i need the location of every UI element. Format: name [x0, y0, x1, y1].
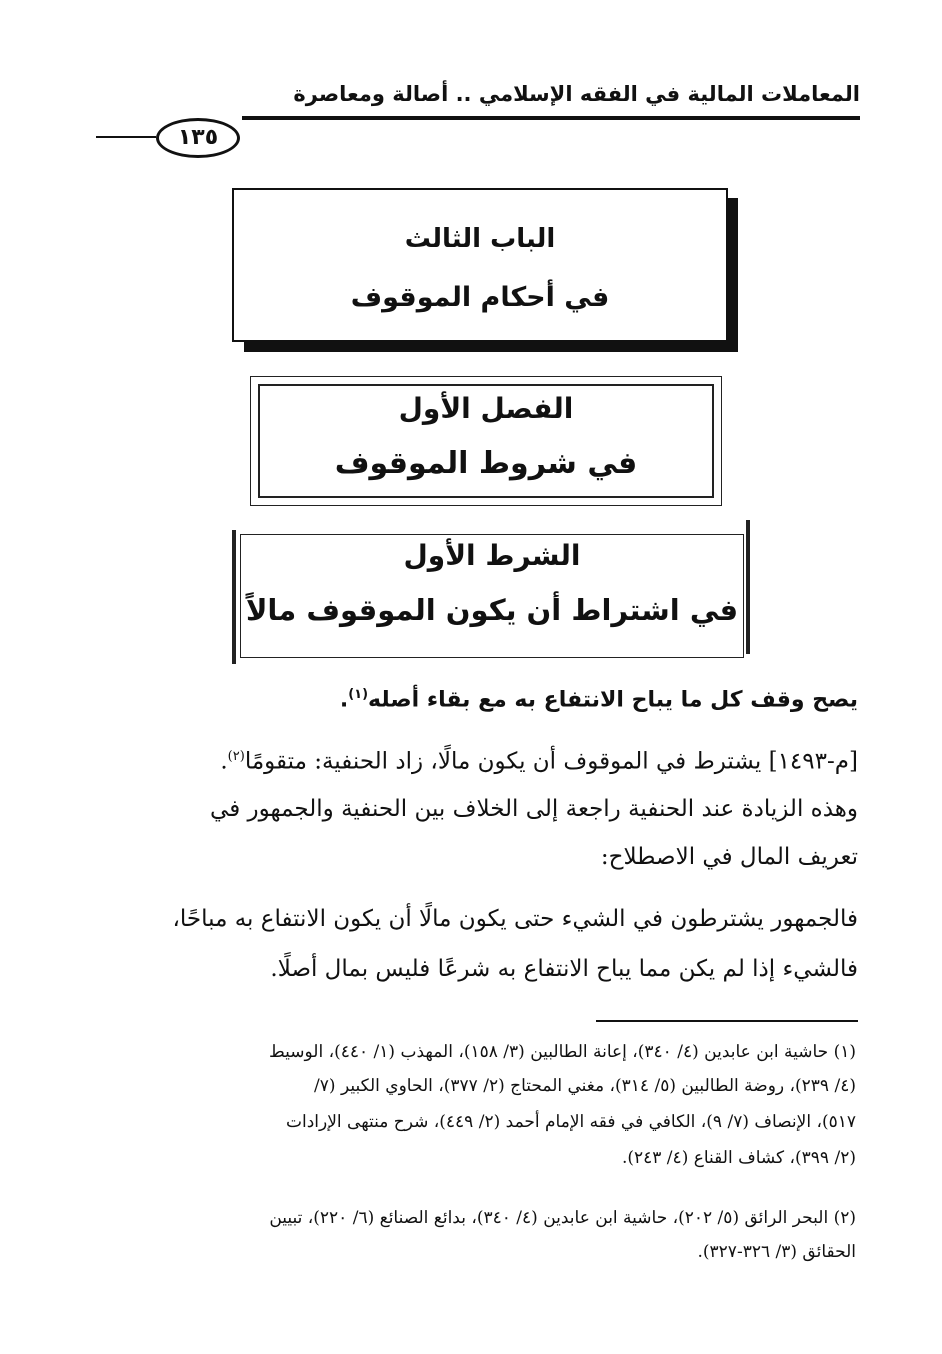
paragraph-3-line-1: وهذه الزيادة عند الحنفية راجعة إلى الخلاف بين الحنفية والجمهور في: [210, 796, 858, 822]
paragraph-1-text: يصح وقف كل ما يباح الانتفاع به مع بقاء أصله: [368, 687, 858, 713]
part-subtitle: في أحكام الموقوف: [350, 282, 610, 313]
paragraph-3-line-2: تعريف المال في الاصطلاح:: [600, 844, 858, 870]
paragraph-2-text: [م-١٤٩٣] يشترط في الموقوف أن يكون مالًا، زاد الحنفية: متقومًا: [244, 748, 858, 775]
paragraph-4-line-1: فالجمهور يشترطون في الشيء حتى يكون مالًا أن يكون الانتفاع به مباحًا،: [172, 906, 858, 932]
chapter-title-box: [258, 384, 714, 498]
part-title-box: [232, 188, 728, 342]
footnote-separator: [596, 1020, 858, 1022]
chapter-subtitle: في شروط الموقوف: [334, 446, 638, 481]
chapter-title: الفصل الأول: [398, 392, 574, 425]
running-title: المعاملات المالية في الفقه الإسلامي .. أصالة ومعاصرة: [293, 82, 860, 106]
footnote-2-line-2: الحقائق (٣/ ٣٢٦-٣٢٧).: [697, 1242, 856, 1262]
footnote-2-line-1: (٢) البحر الرائق (٥/ ٢٠٢)، حاشية ابن عابدين (٤/ ٣٤٠)، بدائع الصنائع (٦/ ٢٢٠)، تبيين: [269, 1208, 856, 1228]
footnote-1-line-2: (٤/ ٢٣٩)، روضة الطالبين (٥/ ٣١٤)، مغني المحتاج (٢/ ٣٧٧)، الحاوي الكبير (٧/: [314, 1076, 856, 1096]
footnote-ref-1: (١): [348, 687, 369, 702]
paragraph-2: [118, 742, 858, 777]
paragraph-2-end: .: [220, 748, 228, 775]
paragraph-1-end: .: [339, 687, 349, 713]
header-rule: [242, 116, 860, 120]
footnote-1-line-4: (٢/ ٣٩٩)، كشاف القناع (٤/ ٢٤٣).: [621, 1148, 856, 1168]
condition-title: الشرط الأول: [403, 539, 581, 572]
condition-title-box: [240, 534, 744, 658]
footnote-ref-2: (٢): [227, 749, 245, 764]
part-title: الباب الثالث: [404, 224, 556, 254]
paragraph-4-line-2: فالشيء إذا لم يكن مما يباح الانتفاع به شرعًا فليس بمال أصلًا.: [270, 956, 858, 982]
footnote-1-line-1: (١) حاشية ابن عابدين (٤/ ٣٤٠)، إعانة الطالبين (٣/ ١٥٨)، المهذب (١/ ٤٤٠)، الوسيط: [269, 1042, 856, 1062]
paragraph-1: [118, 680, 858, 715]
condition-subtitle: في اشتراط أن يكون الموقوف مالاً: [245, 593, 739, 627]
footnote-1-line-3: ٥١٧)، الإنصاف (٧/ ٩)، الكافي في فقه الإمام أحمد (٢/ ٤٤٩)، شرح منتهى الإرادات: [285, 1112, 856, 1132]
header-rule-left: [96, 136, 156, 138]
condition-box-bracket-right: [746, 520, 750, 654]
page-number: ١٣٥: [156, 118, 240, 158]
part-box-shadow-bottom: [244, 342, 738, 352]
part-box-shadow-right: [728, 198, 738, 350]
condition-box-bracket-left: [232, 530, 236, 664]
